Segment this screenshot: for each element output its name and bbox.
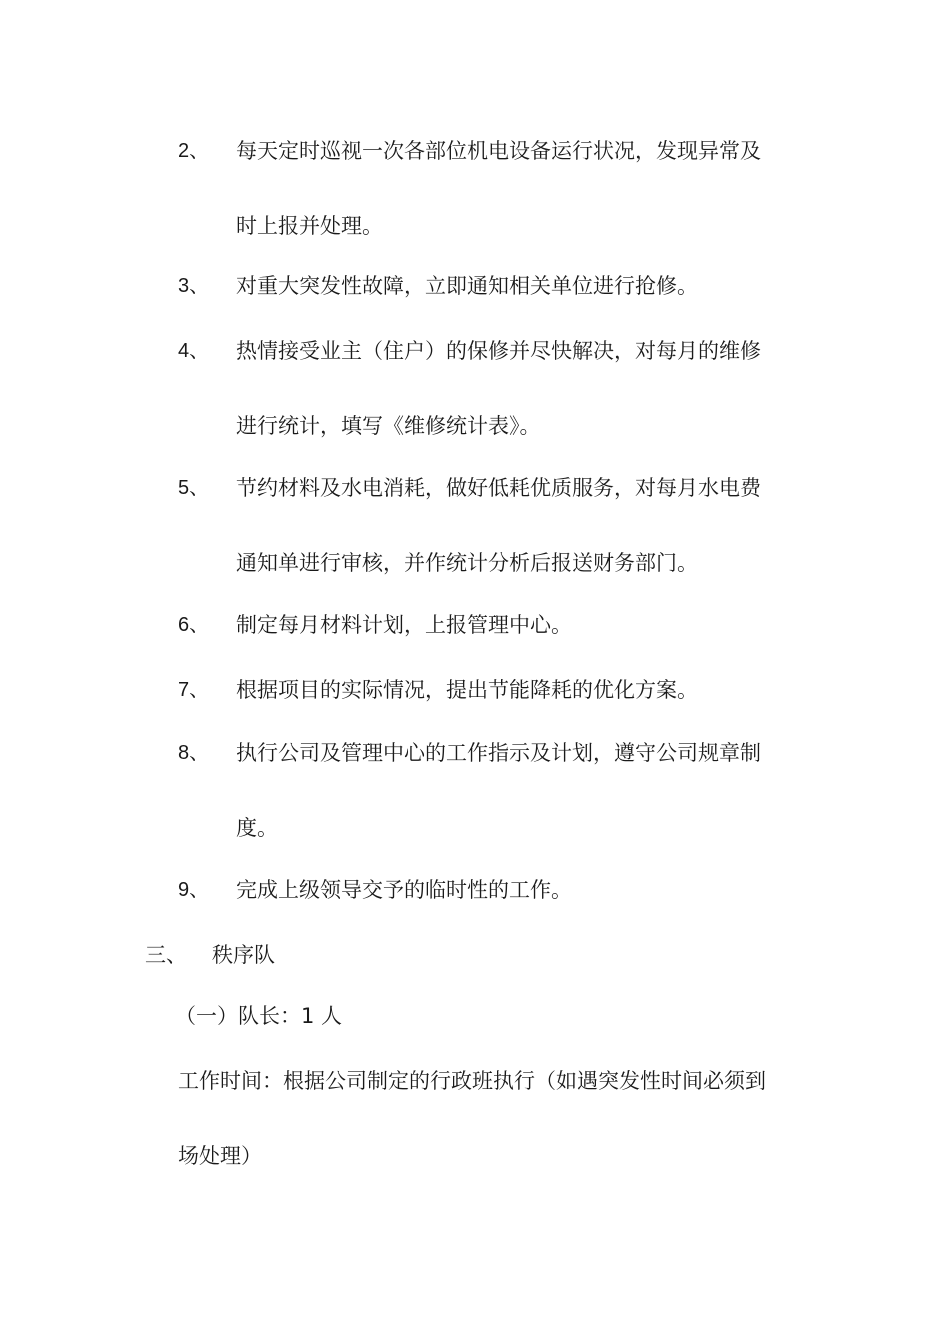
list-item-text-continued: 通知单进行审核，并作统计分析后报送财务部门。 xyxy=(236,551,698,575)
list-item-number: 7、 xyxy=(178,679,210,701)
list-item-text: 对重大突发性故障，立即通知相关单位进行抢修。 xyxy=(236,274,698,298)
section-number: 三、 xyxy=(145,943,187,967)
list-item-text-continued: 时上报并处理。 xyxy=(236,214,383,238)
list-item-text: 每天定时巡视一次各部位机电设备运行状况，发现异常及 xyxy=(236,139,761,163)
list-item-text: 节约材料及水电消耗，做好低耗优质服务，对每月水电费 xyxy=(236,476,761,500)
subsection-title: （一）队长：1 人 xyxy=(175,1004,343,1028)
paragraph-line: 工作时间：根据公司制定的行政班执行（如遇突发性时间必须到 xyxy=(178,1069,766,1093)
list-item-text-continued: 度。 xyxy=(236,816,278,840)
list-item-number: 3、 xyxy=(178,275,210,297)
list-item-text: 执行公司及管理中心的工作指示及计划，遵守公司规章制 xyxy=(236,741,761,765)
list-item-text: 完成上级领导交予的临时性的工作。 xyxy=(236,878,572,902)
list-item-text: 制定每月材料计划，上报管理中心。 xyxy=(236,613,572,637)
list-item-text: 根据项目的实际情况，提出节能降耗的优化方案。 xyxy=(236,678,698,702)
section-title: 秩序队 xyxy=(212,943,275,967)
list-item-number: 6、 xyxy=(178,614,210,636)
paragraph-line: 场处理） xyxy=(178,1144,262,1168)
list-item-number: 2、 xyxy=(178,140,210,162)
list-item-number: 4、 xyxy=(178,340,210,362)
list-item-text-continued: 进行统计，填写《维修统计表》。 xyxy=(236,414,541,438)
list-item-number: 8、 xyxy=(178,742,210,764)
list-item-text: 热情接受业主（住户）的保修并尽快解决，对每月的维修 xyxy=(236,339,761,363)
list-item-number: 9、 xyxy=(178,879,210,901)
list-item-number: 5、 xyxy=(178,477,210,499)
